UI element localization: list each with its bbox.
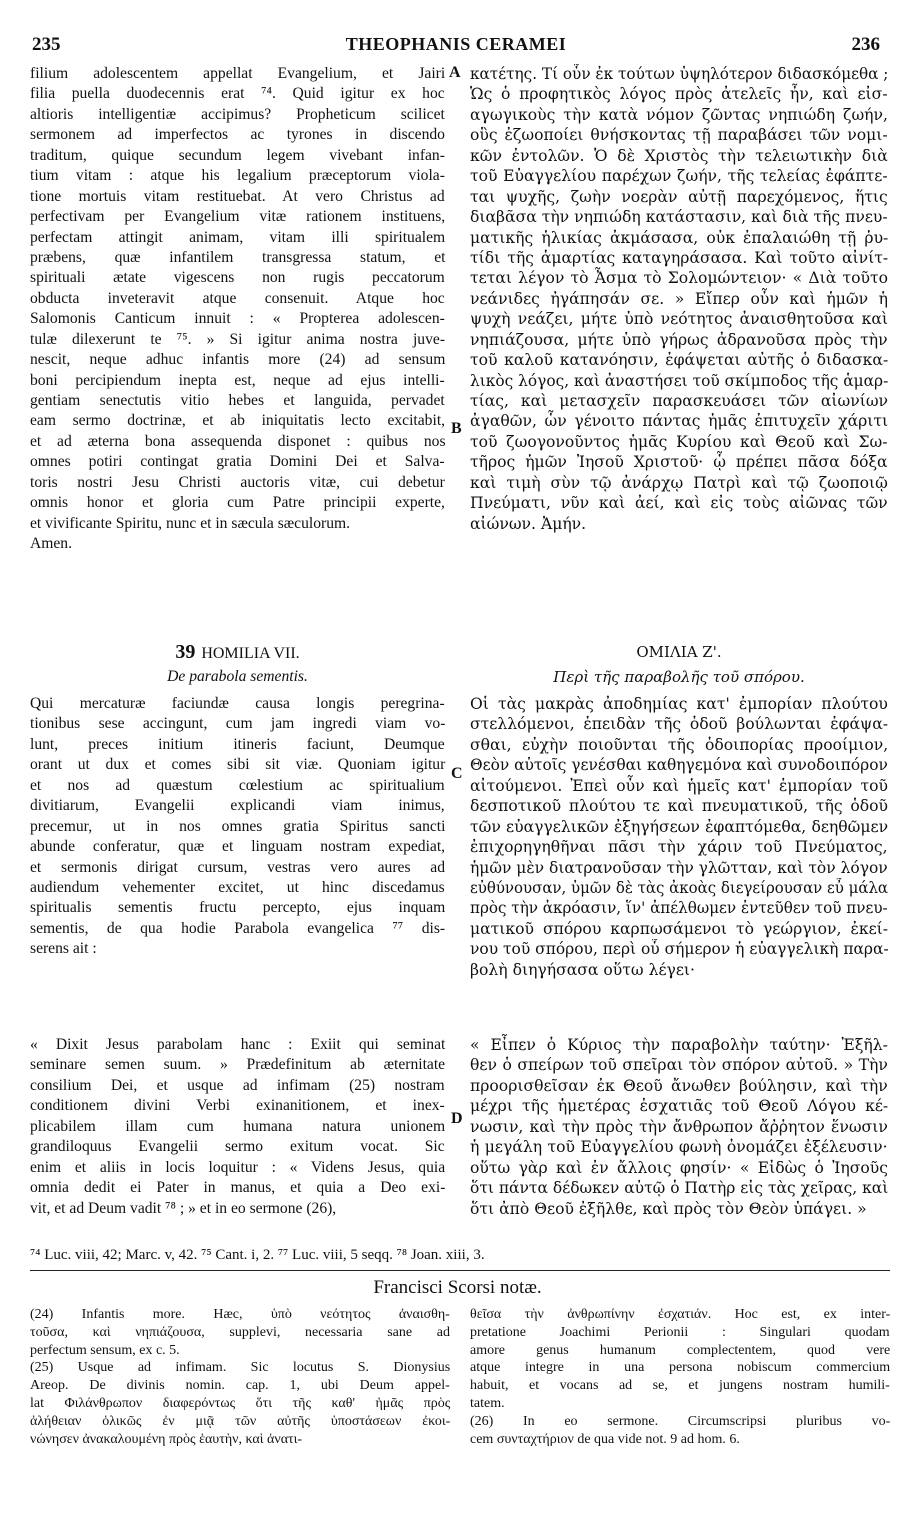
text-line: grandiloquus Evangelii sermo exitum vocat. Sic: [30, 1138, 445, 1156]
text-line: boni percipiendum inepta est, neque ad ejus intelli-: [30, 371, 445, 389]
text-line: tium vitam : atque his legalium præceptorum viola-: [30, 167, 445, 185]
text-line: vit, et ad Deum vadit ⁷⁸ ; » et in eo sermone (26),: [30, 1199, 337, 1217]
text-line: « Εἶπεν ὁ Κύριος τὴν παραβολὴν ταύτην· Ἐξῆλ-: [470, 1036, 888, 1054]
note-line: τοῦσα, καὶ νηπιάζουσα, supplevi, necessaria sane ad: [30, 1324, 450, 1340]
text-line: ψυχὴ νεάζει, μήτε ὑπὸ νεότητος ἀναισθητοῦσα καὶ: [470, 310, 888, 329]
text-line: ται ψυχῆς, ζωὴν νοερὰν αὐτῇ παρεχόμενος, ἥτις: [470, 187, 888, 206]
text-line: νεάνιδες ἠγάπησάν σε. » Εἴπερ οὖν καὶ ἡμῶν ἡ: [470, 289, 888, 308]
text-line: filia puella duodecennis erat ⁷⁴. Quid igitur ex hoc: [30, 85, 445, 103]
text-line: conditionem divini Verbi exinanitionem, et inex-: [30, 1097, 445, 1115]
running-title: THEOPHANIS CERAMEI: [345, 34, 567, 54]
text-line: ὅτι ἀπὸ Θεοῦ ἐξῆλθε, καὶ πρὸς τὸν Θεὸν ὑπάγει. »: [470, 1199, 867, 1218]
text-line: τίας, καὶ μετασχεῖν παρασκευάσει τῶν αἰωνίων: [470, 392, 889, 410]
text-line: toris nostri Jesu Christi auctoris vitæ, cui debetur: [30, 473, 445, 491]
latin-column-top: [30, 64, 445, 555]
text-line: κατέτης. Τί οὖν ἐκ τούτων ὑψηλότερον διδασκόμεθα ;: [470, 65, 889, 83]
notes-column-left: [30, 1306, 450, 1448]
text-line: αἰτούμενοι. Ἐπεὶ οὖν καὶ ἡμεῖς κατ' ἐμπορίαν τοῦ: [470, 776, 888, 795]
text-line: ἡμῶν μὲν διατρανοῦσαν τὴν γλῶτταν, καὶ τὸν λόγον: [470, 858, 888, 877]
text-line: ὅτι πάντα δέδωκεν αὐτῷ ὁ Πατὴρ εἰς τὰς χεῖρας, καὶ: [470, 1179, 889, 1198]
note-line: perfectum sensum, ex c. 5.: [30, 1342, 180, 1358]
note-line: Areop. De divinis nomin. cap. 1, ubi Deum appel-: [30, 1378, 450, 1394]
text-line: omnes potiri contingat gratia Domini Dei et Salva-: [30, 453, 445, 471]
text-line: tionibus sese accingunt, cum jam ingredi viam vo-: [30, 715, 446, 733]
text-line: filium adolescentem appellat Evangelium, et Jairi: [30, 65, 446, 82]
note-line: atque integre in una persona nobiscum commercium: [470, 1360, 891, 1376]
text-line: abunde conferatur, quæ et linguam nostram expediat,: [30, 838, 446, 856]
text-line: ἀγαθῶν, ὧν γένοιτο πάντας ἡμᾶς ἐπιτυχεῖν χάριτι: [470, 412, 889, 431]
text-line: στελλόμενοι, ἐπειδὰν τῆς ὁδοῦ βούλωνται ἐφάψα-: [470, 715, 889, 734]
margin-marker-b: B: [451, 420, 462, 437]
running-header: [32, 34, 880, 60]
text-line: eam sermo doctrinæ, et ab iniquitatis lecto excitabit,: [30, 412, 446, 430]
text-line: Amen.: [30, 535, 73, 553]
greek-column-middle: [470, 694, 888, 980]
text-line: Οἱ τὰς μακρὰς ἀποδημίας κατ' ἐμπορίαν πλούτου: [470, 695, 888, 713]
text-line: et sermonis dirigat cursum, vestras vero aures ad: [30, 858, 446, 876]
text-line: λικὸς λόγος, καὶ ἀναστήσει τοῦ σκίμποδος τῆς ἁμαρ-: [470, 371, 889, 390]
text-line: αἰώνων. Ἀμήν.: [470, 514, 587, 533]
text-line: Ὡς ὁ προφητικὸς λόγος πρὸς ἀτελεῖς ἦν, καὶ εἰσ-: [470, 85, 888, 104]
latin-column-lower: [30, 1035, 445, 1219]
text-line: νου τοῦ σπόρου, περὶ οὗ σήμερον ἡ εὐαγγελικὴ παρα-: [470, 940, 889, 959]
text-line: ἡ μεγάλη τοῦ Εὐαγγελίου φωνὴ ὀνομάζει ἐξέλευσιν·: [470, 1138, 888, 1157]
text-line: precemur, ut in nos omnes gratia Spiritus sancti: [30, 817, 446, 835]
note-line: cem συνταχτήριον de qua vide not. 9 ad hom. 6.: [470, 1431, 740, 1447]
note-line: (25) Usque ad infimam. Sic locutus S. Dionysius: [30, 1360, 451, 1376]
text-line: βολὴ διηγήσασα οὕτω λέγει·: [470, 960, 695, 979]
text-line: traditum, quique secundum legem vivebant infan-: [30, 146, 445, 164]
text-line: nescit, neque adhuc infantis more (24) ad sensum: [30, 351, 446, 369]
text-line: et nos ad quæstum cœlestium ac spiritualium: [30, 776, 445, 794]
text-line: « Dixit Jesus parabolam hanc : Exiit qui seminat: [30, 1036, 446, 1053]
text-line: οὕτω γὰρ καὶ ἐν ἄλλοις φησίν· « Εἰδὼς ὁ Ἰησοῦς: [470, 1158, 889, 1177]
text-line: σθαι, εὐχὴν ποιοῦνται τῆς ὁδοιπορίας προοίμιον,: [470, 735, 889, 754]
text-line: enim et aliis in locis loquitur : « Videns Jesus, quia: [30, 1158, 446, 1176]
text-line: gentiam senectutis vitio hebes et languida, pervadet: [30, 392, 445, 409]
note-line: pretatione Joachimi Perionii : Singulari quodam: [470, 1324, 890, 1340]
margin-marker-a: A: [449, 64, 461, 81]
text-line: seminare semen suum. » Prædefinitum ab æternitate: [30, 1056, 446, 1074]
greek-column-top: [470, 64, 888, 534]
text-line: divitiarum, Evangelii explicandi viam inimus,: [30, 797, 445, 815]
text-line: ἐπιχορηγηθῆναι πᾶσι τὴν χάριν τοῦ Πνεύματος,: [470, 838, 888, 857]
notes-title: Francisci Scorsi notæ.: [373, 1277, 542, 1298]
note-line: habuit, et vocans ad se, et jungens nostram humili-: [470, 1378, 890, 1394]
scripture-footnotes: ⁷⁴ Luc. viii, 42; Marc. v, 42. ⁷⁵ Cant. i, 2. ⁷⁷ Luc. viii, 5 seqq. ⁷⁸ Joan. xiii, 3.: [30, 1247, 485, 1263]
text-line: τίδι τῆς ἁμαρτίας καταγηράσασα. Καὶ τοῦτο αἰνίτ-: [470, 248, 889, 267]
text-line: Πνεύματι, νῦν καὶ ἀεί, καὶ εἰς τοὺς αἰῶνας τῶν: [470, 494, 888, 513]
text-line: spiritualis sementis fructu percepto, ejus inquam: [30, 899, 446, 917]
homily-title-greek: [470, 640, 888, 689]
text-line: νωσιν, καὶ τὴν πρὸς τὴν ἄνθρωπον ἄῤῥητον ἕνωσιν: [470, 1117, 888, 1136]
text-line: consilium Dei, et usque ad infimam (25) nostram: [30, 1076, 445, 1094]
text-line: τοῦ καλοῦ κατανόησιν, ἐφάψεται αὐτῆς ὁ διδασκα-: [470, 351, 889, 370]
text-line: omnia dedit ei Pater in manus, et quia a Deo exi-: [30, 1179, 446, 1197]
homily-heading-latin: HOMILIA VII.: [201, 645, 300, 662]
text-line: κῶν ἐντολῶν. Ὁ δὲ Χριστὸς τὴν τελειωτικὴν διὰ: [470, 146, 888, 165]
margin-marker-d: D: [451, 1110, 463, 1127]
text-line: δεσποτικοῦ πλούτου τε καὶ πνευματικοῦ, τῆς ὁδοῦ: [470, 797, 889, 816]
text-line: διαβᾶσα τὴν νηπιώδη κατάστασιν, καὶ διὰ τῆς πνευ-: [470, 208, 888, 227]
note-line: tatem.: [470, 1395, 505, 1411]
note-line: νώνησεν ἀνακαλουμένη πρὸς ἑαυτὴν, καὶ ἀνατι-: [30, 1431, 303, 1447]
homily-title-latin: [30, 640, 445, 689]
divider-rule: [30, 1270, 890, 1271]
text-line: omnis honor et gloria cum Patre principii experte,: [30, 494, 445, 512]
text-line: serens ait :: [30, 940, 97, 958]
text-line: ματικῆς ἡλικίας ἀκμάσασα, οὐκ ἐπαλαιώθη τῇ ῥυ-: [470, 228, 889, 247]
text-line: perfectivam per Evangelium vitæ rationem instituens,: [30, 208, 446, 226]
page-number-right: 236: [851, 34, 880, 55]
note-line: (26) In eo sermone. Circumscripsi pluribus vo-: [470, 1413, 891, 1429]
homily-subtitle-latin: De parabola sementis.: [167, 668, 308, 685]
text-line: perfectam attingit animam, vitam illi spiritualem: [30, 228, 446, 246]
text-line: αγωγικοὺς τὴν κατὰ νόμον ζῶντας νηπιώδη ζωήν,: [470, 105, 888, 124]
text-line: Salomonis Canticum innuit : « Propterea adolescen-: [30, 310, 445, 328]
note-line: θεῖσα τὴν ἀνθρωπίνην ἐσχατιάν. Hoc est, ex inter-: [470, 1307, 891, 1322]
text-line: Θεὸν αὐτοῖς γενέσθαι καθηγεμόνα καὶ συνοδοιπόρον: [470, 756, 888, 775]
text-line: et vivificante Spiritu, nunc et in sæcula sæculorum.: [30, 514, 351, 532]
text-line: ματικοῦ σπόρου καρπωσάμενοι τὸ γεώργιον, ἐκεί-: [470, 919, 889, 938]
text-line: τῶν εὐαγγελικῶν ἐξηγήσεων ἐφαπτόμεθα, δεηθῶμεν: [470, 817, 889, 836]
note-line: ἀλήθειαν ὁλικῶς ἐν μιᾷ τῶν αὐτῆς ὑποστάσεων ἐκοι-: [30, 1413, 451, 1429]
text-line: audiendum vehementer excitet, ut hinc discedamus: [30, 878, 445, 896]
text-line: προορισθεῖσαν ἐκ Θεοῦ ἄνωθεν βούλησιν, καὶ τὴν: [470, 1076, 888, 1095]
text-line: οὓς ἐζωοποίει θνήσκοντας τῇ παραβάσει τῶν νομι-: [470, 126, 888, 145]
text-line: τοῦ ζωογονοῦντος ἡμᾶς Κυρίου καὶ Θεοῦ καὶ Σω-: [470, 432, 888, 451]
text-line: obducta inveteravit atque consenuit. Atque hoc: [30, 289, 445, 307]
homily-subtitle-greek: Περὶ τῆς παραβολῆς τοῦ σπόρου.: [553, 668, 805, 686]
text-line: altioris intelligentiæ accipimus? Propheticum scilicet: [30, 105, 445, 123]
text-line: θεν ὁ σπείρων τοῦ σπεῖραι τὸν σπόρον αὐτοῦ. » Τὴν: [470, 1056, 888, 1075]
note-line: amore genus humanum complectentem, quod vere: [470, 1342, 891, 1358]
homily-number: 39: [175, 641, 196, 663]
notes-column-right: [470, 1306, 890, 1448]
text-line: sementis, de qua hodie Parabola evangelica ⁷⁷ dis-: [30, 919, 446, 937]
text-line: τῆρος ἡμῶν Ἰησοῦ Χριστοῦ· ᾧ πρέπει πᾶσα δόξα: [470, 453, 888, 472]
greek-column-lower: [470, 1035, 888, 1219]
homily-heading-greek: ΟΜΙΛΙΑ Ζ'.: [636, 643, 722, 661]
latin-column-middle: [30, 694, 445, 960]
text-line: καὶ τιμὴ σὺν τῷ ἀνάρχῳ Πατρὶ καὶ τῷ ζωοποιῷ: [470, 473, 888, 492]
text-line: et ad æterna bona assequenda disponet : quibus nos: [30, 432, 446, 450]
text-line: τεται λέγον τὸ Ἆσμα τὸ Σολομώντειον· « Διὰ τοῦτο: [470, 269, 888, 288]
text-line: lunt, preces initium itineris faciunt, Deumque: [30, 735, 445, 753]
text-line: tione mortuis vitam restituebat. At vero Christus ad: [30, 187, 445, 205]
text-line: πρὸς τὴν ἀκρόασιν, ἵν' ἀπέλθωμεν ἐντεῦθεν τοῦ πνευ-: [470, 899, 888, 918]
text-line: tulæ dilexerunt te ⁷⁵. » Si igitur anima nostra juve-: [30, 330, 446, 348]
text-line: νηπιάζουσα, μήτε ὑπὸ γήρως ἀδρανοῦσα πρὸς τὴν: [470, 330, 888, 349]
text-line: plicabilem illam cum humana natura unionem: [30, 1117, 446, 1135]
text-line: præbens, quæ infantilem transgressa statum, et: [30, 248, 446, 266]
text-line: orant ut dux et comes sibi sit viæ. Quoniam igitur: [30, 756, 446, 774]
text-line: sermonem ad imperfectos ac tyrones in discendo: [30, 126, 445, 144]
note-line: lat Φιλάνθρωπον διαφερόντως ὅτι τῆς καθ' ἡμᾶς πρὸς: [30, 1395, 451, 1411]
margin-marker-c: C: [451, 765, 463, 782]
note-line: (24) Infantis more. Hæc, ὑπὸ νεότητος ἀναισθη-: [30, 1307, 450, 1322]
text-line: εὐθύνουσαν, ὑμῶν δὲ τὰς ἀκοὰς διεγείρουσαν εὖ μάλα: [470, 878, 889, 897]
text-line: Qui mercaturæ faciundæ causa longis peregrina-: [30, 695, 445, 712]
text-line: τοῦ Εὐαγγελίου παρέχων ζωήν, τῆς τελείας ἐφάπτε-: [470, 167, 888, 186]
text-line: spirituali ætate vigescens non rugis peccatorum: [30, 269, 445, 287]
page-number-left: 235: [32, 34, 61, 55]
text-line: μέχρι τῆς ἡμετέρας ἐσχατιᾶς τοῦ Θεοῦ Λόγου κέ-: [470, 1097, 889, 1116]
